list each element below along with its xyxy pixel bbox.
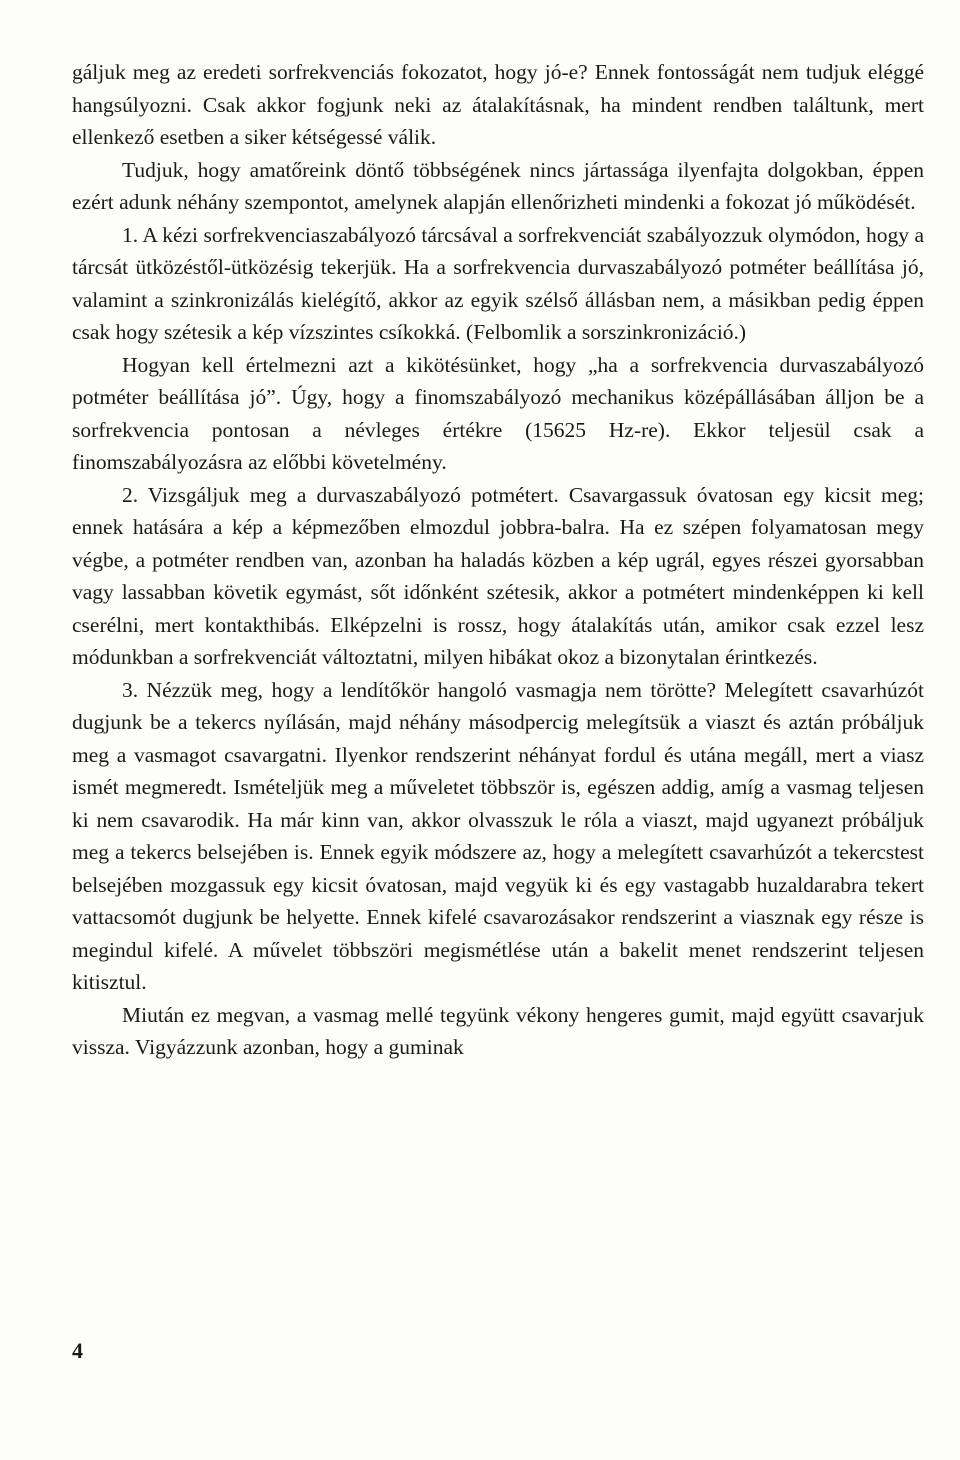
paragraph-step-1: 1. A kézi sorfrekvenciaszabályozó tárcsával a sorfrekvenciát szabályozzuk olymódon, hogy a tárcsát ütközéstől-ütközésig tekerjük. Ha a sorfrekvencia durvaszabályozó potméter beállítása jó, valamint a szinkronizálás kielégítő, akkor az egyik szélső állásban nem, a másikban pedig éppen csak hogy szétesik a kép vízszintes csíkokká. (Felbomlik a sorszinkronizáció.): [72, 222, 924, 344]
paragraph-explanation: Hogyan kell értelmezni azt a kikötésünket, hogy „ha a sorfrekvencia durvaszabályozó potméter beállítása jó”. Úgy, hogy a finomszabályozó mechanikus középállásában álljon be a sorfrekvencia pontosan a névleges értékre (15625 Hz-re). Ekkor teljesül csak a finomszabályozásra az előbbi követelmény.: [72, 352, 924, 474]
body-text: [72, 56, 924, 1064]
page-number: 4: [72, 1338, 83, 1363]
paragraph-intro: Tudjuk, hogy amatőreink döntő többségének nincs jártassága ilyenfajta dolgokban, éppen ezért adunk néhány szempontot, amelynek alapján ellenőrizheti mindenki a fokozat jó működését.: [72, 157, 924, 214]
paragraph-continuation: gáljuk meg az eredeti sorfrekvenciás fokozatot, hogy jó-e? Ennek fontosságát nem tudjuk eléggé hangsúlyozni. Csak akkor fogjunk neki az átalakításnak, ha mindent rendben találtunk, mert ellenkező esetben a siker kétségessé válik.: [72, 60, 924, 149]
paragraph-final: Miután ez megvan, a vasmag mellé tegyünk vékony hengeres gumit, majd együtt csavarjuk vissza. Vigyázzunk azonban, hogy a guminak: [72, 1002, 924, 1059]
paragraph-step-3: 3. Nézzük meg, hogy a lendítőkör hangoló vasmagja nem törötte? Melegített csavarhúzót dugjunk be a tekercs nyílásán, majd néhány másodpercig melegítsük a viaszt és aztán próbáljuk meg a vasmagot csavargatni. Ilyenkor rendszerint néhányat fordul és utána megáll, mert a viasz ismét megmeredt. Ismételjük meg a műveletet többször is, egészen addig, amíg a vasmag teljesen ki nem csavarodik. Ha már kinn van, akkor olvasszuk le róla a viaszt, majd ugyanezt próbáljuk meg a tekercs belsejében is. Ennek egyik módszere az, hogy a melegített csavarhúzót a tekercstest belsejében mozgassuk egy kicsit óvatosan, majd vegyük ki és egy vastagabb huzaldarabra tekert vattacsomót dugjunk be helyette. Ennek kifelé csavarozásakor rendszerint a viasznak egy része is megindul kifelé. A művelet többszöri megismétlése után a bakelit menet rendszerint teljesen kitisztul.: [72, 677, 924, 994]
paragraph-step-2: 2. Vizsgáljuk meg a durvaszabályozó potmétert. Csavargassuk óvatosan egy kicsit meg; ennek hatására a kép a képmezőben elmozdul jobbra-balra. Ha ez szépen folyamatosan megy végbe, a potméter rendben van, azonban ha haladás közben a kép ugrál, egyes részei gyorsabban vagy lassabban követik egymást, sőt időnként szétesik, akkor a potmétert mindenképpen ki kell cserélni, mert kontakthibás. Elképzelni is rossz, hogy átalakítás után, amikor csak ezzel lesz módunkban a sorfrekvenciát változtatni, milyen hibákat okoz a bizonytalan érintkezés.: [72, 482, 924, 669]
